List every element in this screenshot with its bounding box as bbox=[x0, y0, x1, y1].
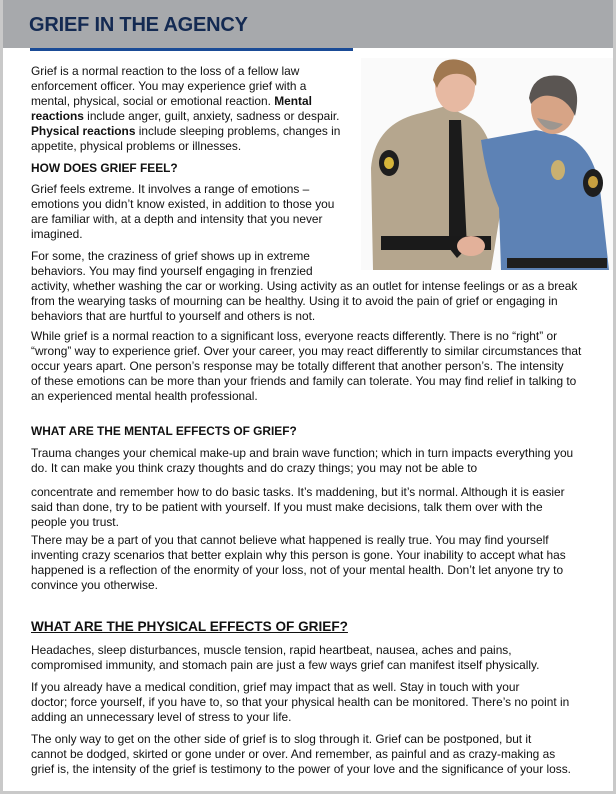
text-line bbox=[31, 64, 340, 79]
text-line: compromised immunity, and stomach pain are just a few ways grief can manifest itself physically. bbox=[31, 658, 540, 672]
text-line: occur years apart. One person’s response may be totally different that another person’s. The intensity bbox=[31, 359, 564, 373]
section-heading: WHAT ARE THE MENTAL EFFECTS OF GRIEF? bbox=[31, 424, 297, 438]
text-line: While grief is a normal reaction to a significant loss, everyone reacts differently. There is no “right” or bbox=[31, 329, 558, 343]
text-line: do. It can make you think crazy thoughts and do crazy things; you may not be able to bbox=[31, 461, 478, 475]
text-line: If you already have a medical condition, grief may impact that as well. Stay in touch with your bbox=[31, 680, 520, 694]
text-run: appetite, physical problems or illnesses. bbox=[31, 139, 242, 153]
two-officers-photo-icon bbox=[361, 58, 615, 270]
text-line: The only way to get on the other side of grief is to slog through it. Grief can be postponed, but it bbox=[31, 732, 532, 746]
text-line: “wrong” way to experience grief. Over your career, you may react differently to similar circumstances that bbox=[31, 344, 582, 358]
text-line bbox=[31, 79, 340, 94]
bold-term: Physical reactions bbox=[31, 124, 136, 138]
text-line: convince you otherwise. bbox=[31, 578, 158, 592]
text-line: For some, the craziness of grief shows up in extreme bbox=[31, 249, 310, 263]
text-line bbox=[31, 109, 340, 124]
text-line: an experienced mental health professional. bbox=[31, 389, 258, 403]
text-line: inventing crazy scenarios that better explain why this person is gone. Your inability to accept what has bbox=[31, 548, 566, 562]
text-line bbox=[31, 124, 340, 139]
intro-paragraph bbox=[31, 64, 340, 154]
paragraph bbox=[31, 329, 581, 404]
text-run: Grief is a normal reaction to the loss of a fellow law bbox=[31, 64, 300, 78]
section-heading: HOW DOES GRIEF FEEL? bbox=[31, 161, 178, 175]
section-heading: WHAT ARE THE PHYSICAL EFFECTS OF GRIEF? bbox=[31, 619, 348, 634]
text-line: emotions you didn’t know existed, in addition to those you bbox=[31, 197, 335, 211]
text-line: concentrate and remember how to do basic tasks. It’s maddening, but it’s normal. Although it is easier bbox=[31, 485, 565, 499]
text-line: Headaches, sleep disturbances, muscle tension, rapid heartbeat, nausea, aches and pains, bbox=[31, 643, 512, 657]
page-title: GRIEF IN THE AGENCY bbox=[29, 14, 248, 36]
text-line: from the wearying tasks of mourning can be healthy. Using it to avoid the pain of grief or engaging in bbox=[31, 294, 558, 308]
text-line: cannot be dodged, skirted or gone under or over. And remember, as painful and as crazy-making as bbox=[31, 747, 556, 761]
paragraph bbox=[31, 680, 569, 725]
text-line: are familiar with, at a depth and intensity that you never bbox=[31, 212, 323, 226]
paragraph bbox=[31, 446, 573, 476]
text-line: activity, whether washing the car or working. Using activity as an outlet for intense feelings or as a break bbox=[31, 279, 578, 293]
text-line: of these emotions can be more than your friends and family can tolerate. You may find relief in talking to bbox=[31, 374, 577, 388]
text-line: doctor; force yourself, if you have to, so that your physical health can be monitored. There’s no point in bbox=[31, 695, 570, 709]
paragraph bbox=[31, 249, 577, 324]
text-line: adding an unnecessary level of stress to your life. bbox=[31, 710, 292, 724]
text-line: people you trust. bbox=[31, 515, 119, 529]
bold-term: Mental bbox=[274, 94, 312, 108]
text-line: imagined. bbox=[31, 227, 83, 241]
bold-term: reactions bbox=[31, 109, 84, 123]
paragraph bbox=[31, 182, 334, 242]
text-line: said than done, try to be patient with yourself. If you must make decisions, talk them over with the bbox=[31, 500, 543, 514]
text-line: Grief feels extreme. It involves a range of emotions – bbox=[31, 182, 310, 196]
text-run: include anger, guilt, anxiety, sadness or despair. bbox=[83, 109, 340, 123]
text-line: behaviors. You may find yourself engaging in frenzied bbox=[31, 264, 313, 278]
text-run: mental, physical, social or emotional reaction. bbox=[31, 94, 275, 108]
paragraph bbox=[31, 732, 571, 777]
text-line bbox=[31, 139, 340, 154]
text-run: include sleeping problems, changes in bbox=[135, 124, 341, 138]
paragraph bbox=[31, 643, 539, 673]
title-underline bbox=[30, 48, 353, 51]
text-line: behaviors that are hurtful to yourself and others is not. bbox=[31, 309, 316, 323]
paragraph bbox=[31, 485, 565, 530]
text-run: enforcement officer. You may experience grief with a bbox=[31, 79, 307, 93]
paragraph bbox=[31, 533, 566, 593]
text-line: grief is, the intensity of the grief is testimony to the power of your love and the significance of your loss. bbox=[31, 762, 571, 776]
text-line: Trauma changes your chemical make-up and brain wave function; which in turn impacts everything you bbox=[31, 446, 574, 460]
text-line bbox=[31, 94, 340, 109]
text-line: happened is a reflection of the enormity of your loss, not of your mental health. Don’t let anyone try to bbox=[31, 563, 564, 577]
text-line: There may be a part of you that cannot believe what happened is really true. You may find yourself bbox=[31, 533, 549, 547]
